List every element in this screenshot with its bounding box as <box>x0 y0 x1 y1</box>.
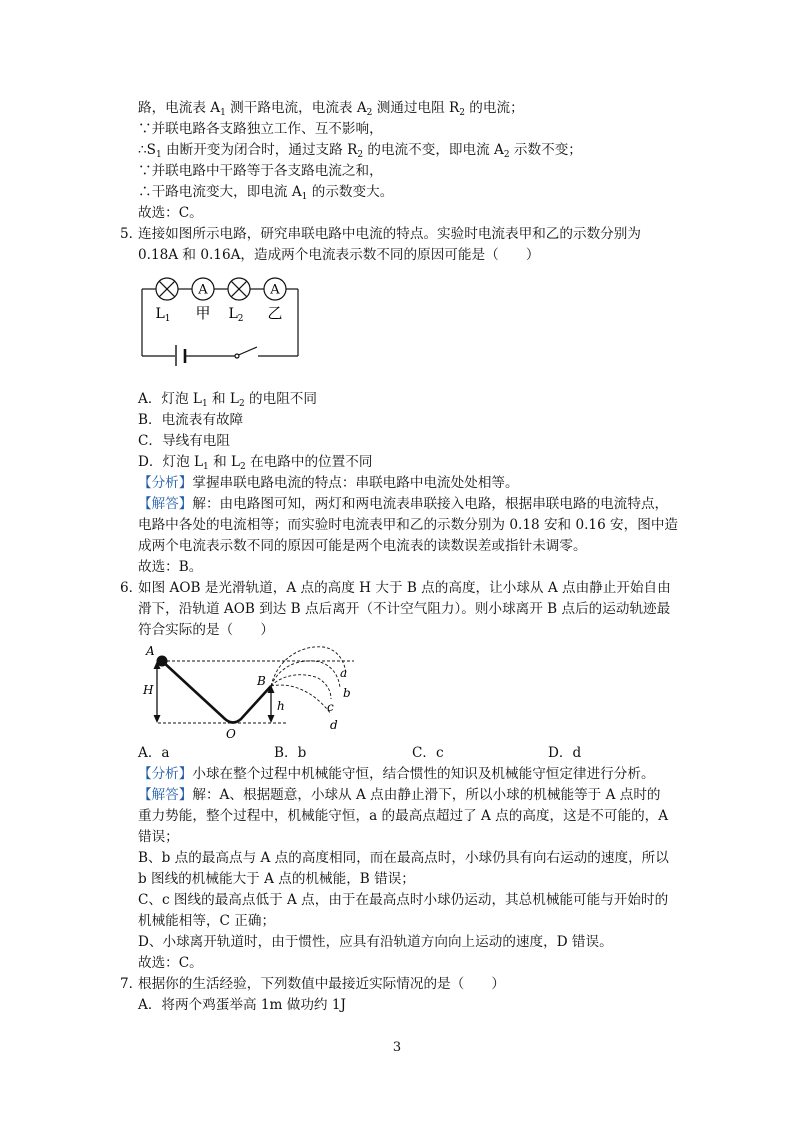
solution-line: 机械能相等，C 正确； <box>138 913 276 929</box>
solution: 【解答】解：A、根据题意，小球从 A 点由静止滑下，所以小球的机械能等于 A 点时的 <box>138 787 661 803</box>
solution-line: 电路中各处的电流相等；而实验时电流表甲和乙的示数分别为 0.18 安和 0.16 安，图中造 <box>138 517 679 533</box>
option-b: B．电流表有故障 <box>138 412 244 428</box>
lamp-2-label: $L_2$ <box>228 306 244 324</box>
answer-choice: 故选：C。 <box>138 955 203 971</box>
option-a: A．灯泡 $L_1$ 和 $L_2$ 的电阻不同 <box>138 391 317 409</box>
height-small-label: h <box>277 699 285 713</box>
text-line: $\therefore S_1$ 由断开变为闭合时，通过支路 $R_2$ 的电流不变，即电流 $A_2$ 示数不变； <box>138 142 582 160</box>
option-d: D．灯泡 $L_1$ 和 $L_2$ 在电路中的位置不同 <box>138 454 373 472</box>
question-number: 6． <box>120 580 143 596</box>
option-a: A．将两个鸡蛋举高 1m 做功约 1J <box>138 997 346 1013</box>
text-line: 路，电流表 $A_1$ 测干路电流，电流表 $A_2$ 测通过电阻 $R_2$ 的电流； <box>138 100 524 118</box>
answer-choice: 故选：C。 <box>138 205 203 221</box>
point-o-label: O <box>226 727 236 741</box>
solution-tag: 【解答】 <box>138 496 193 512</box>
question-text: 0.18A 和 0.16A，造成两个电流表示数不同的原因可能是（ ） <box>138 247 540 263</box>
solution-line: 成两个电流表示数不同的原因可能是两个电流表的读数误差或指针未调零。 <box>138 538 587 554</box>
trajectory-b-label: b <box>343 686 351 700</box>
solution-line: D、小球离开轨道时，由于惯性，应具有沿轨道方向向上运动的速度，D 错误。 <box>138 934 613 950</box>
question-text: 根据你的生活经验，下列数值中最接近实际情况的是（ ） <box>138 976 506 992</box>
ammeter-jia-label: 甲 <box>195 304 211 322</box>
point-b-label: B <box>257 674 266 688</box>
analysis-tag: 【分析】 <box>138 475 193 491</box>
text-line: ∵并联电路各支路独立工作、互不影响， <box>138 121 383 137</box>
height-big-label: H <box>143 683 154 697</box>
series-circuit-diagram <box>138 272 303 366</box>
solution-line: b 图线的机械能大于 A 点的机械能，B 错误； <box>138 871 415 887</box>
analysis: 【分析】小球在整个过程中机械能守恒，结合惯性的知识及机械能守恒定律进行分析。 <box>138 766 655 782</box>
option-a: A．a <box>138 745 170 761</box>
solution-tag: 【解答】 <box>138 787 193 803</box>
page-number: 3 <box>392 1040 402 1055</box>
solution-line: B、b 点的最高点与 A 点的高度相同，而在最高点时，小球仍具有向右运动的速度，所以 <box>138 850 669 866</box>
solution-line: 重力势能，整个过程中，机械能守恒，a 的最高点超过了 A 点的高度，这是不可能的，A <box>138 808 669 824</box>
text-line: ∴干路电流变大，即电流 $A_1$ 的示数变大。 <box>138 184 394 202</box>
solution: 【解答】解：由电路图可知，两灯和两电流表串联接入电路，根据串联电路的电流特点， <box>138 496 669 512</box>
answer-choice: 故选：B。 <box>138 559 203 575</box>
option-c: C．c <box>412 745 444 761</box>
question-text: 连接如图所示电路，研究串联电路中电流的特点。实验时电流表甲和乙的示数分别为 <box>138 226 641 242</box>
text-line: ∵并联电路中干路等于各支路电流之和， <box>138 163 383 179</box>
question-text: 滑下，沿轨道 AOB 到达 B 点后离开（不计空气阻力）。则小球离开 B 点后的运动轨迹最 <box>138 601 671 617</box>
ammeter-b-label: A <box>270 282 280 298</box>
ammeter-yi-label: 乙 <box>267 304 283 322</box>
trajectory-a-label: a <box>340 666 348 680</box>
question-number: 7． <box>120 976 143 992</box>
solution-line: C、c 图线的最高点低于 A 点，由于在最高点时小球仍运动，其总机械能可能与开始时的 <box>138 892 669 908</box>
trajectory-d-label: d <box>330 718 338 732</box>
trajectory-c-label: c <box>327 700 334 714</box>
option-d: D．d <box>548 745 582 761</box>
question-text: 如图 AOB 是光滑轨道，A 点的高度 H 大于 B 点的高度，让小球从 A 点由静止开始自由 <box>138 580 671 596</box>
track-trajectory-diagram <box>138 642 363 742</box>
lamp-1-label: $L_1$ <box>155 306 171 324</box>
option-c: C．导线有电阻 <box>138 433 230 449</box>
analysis-tag: 【分析】 <box>138 766 193 782</box>
point-a-label: A <box>146 644 155 658</box>
ball-icon <box>157 656 168 667</box>
question-number: 5． <box>120 226 143 242</box>
analysis: 【分析】掌握串联电路电流的特点：串联电路中电流处处相等。 <box>138 475 519 491</box>
question-text: 符合实际的是（ ） <box>138 622 274 638</box>
option-b: B．b <box>274 745 307 761</box>
ammeter-a-label: A <box>198 282 208 298</box>
solution-line: 错误； <box>138 829 179 845</box>
